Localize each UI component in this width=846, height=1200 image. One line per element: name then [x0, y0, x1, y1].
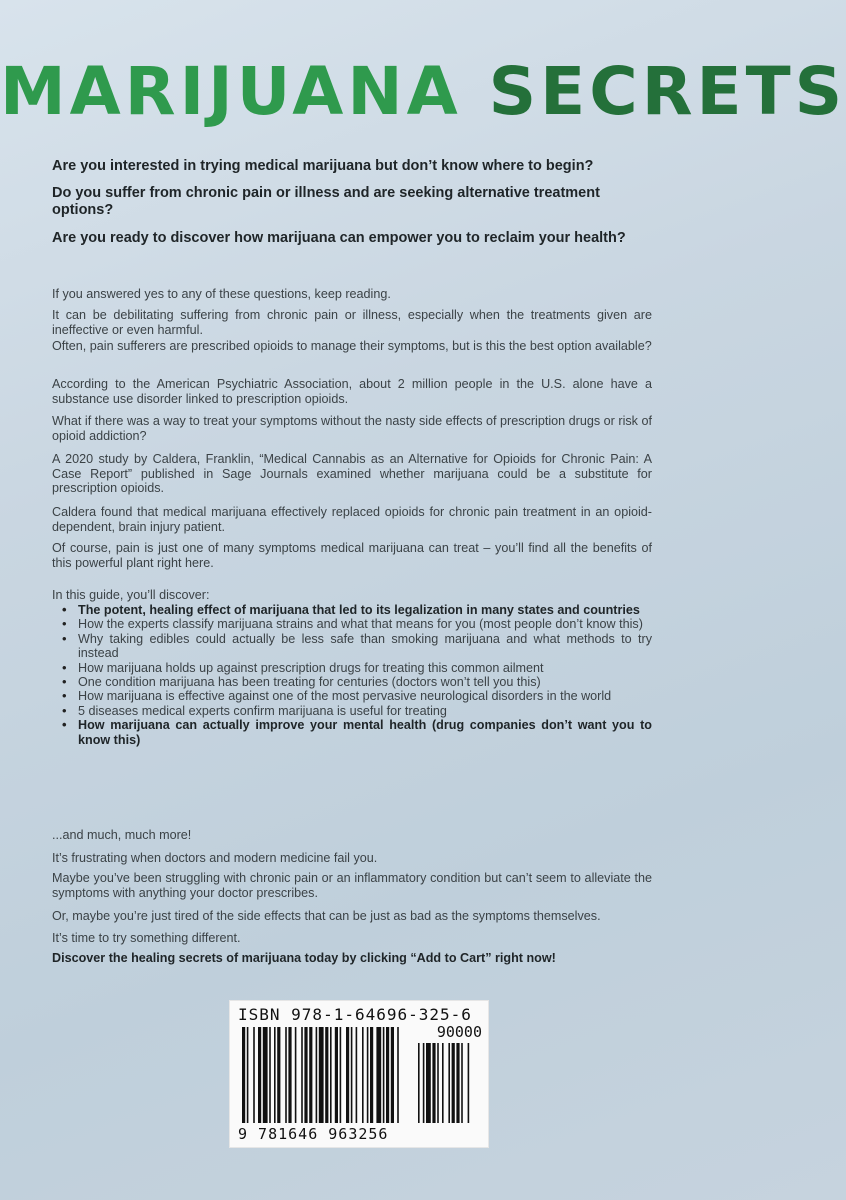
barcode-digits: 9 781646 963256 — [238, 1125, 389, 1143]
paragraph-8: Of course, pain is just one of many symptoms medical marijuana can treat – you’ll find all the benefits of this powerful plant right here. — [52, 541, 652, 570]
list-item: • How marijuana holds up against prescription drugs for treating this common ailment — [52, 661, 652, 675]
question-3: Are you ready to discover how marijuana can empower you to reclaim your health? — [52, 230, 626, 246]
guide-intro: In this guide, you’ll discover: — [52, 588, 210, 602]
call-to-action: Discover the healing secrets of marijuana today by clicking “Add to Cart” right now! — [52, 951, 556, 965]
list-item: • 5 diseases medical experts confirm marijuana is useful for treating — [52, 704, 652, 718]
list-item: • How marijuana can actually improve your mental health (drug companies don’t want you to know this) — [52, 718, 652, 747]
question-2: Do you suffer from chronic pain or illness and are seeking alternative treatment options? — [52, 185, 600, 218]
paragraph-7: Caldera found that medical marijuana effectively replaced opioids for chronic pain treatment in an opioid-dependent, brain injury patient. — [52, 505, 652, 534]
paragraph-2: It can be debilitating suffering from chronic pain or illness, especially when the treatments given are ineffective or even harmful. — [52, 308, 652, 337]
paragraph-5: What if there was a way to treat your symptoms without the nasty side effects of prescription drugs or risk of opioid addiction? — [52, 414, 652, 443]
list-item: • Why taking edibles could actually be less safe than smoking marijuana and what methods to try instead — [52, 632, 652, 661]
discover-list — [52, 603, 652, 747]
book-title — [0, 52, 846, 132]
closing-5: It’s time to try something different. — [52, 931, 241, 945]
price-code: 90000 — [436, 1023, 482, 1041]
paragraph-4: According to the American Psychiatric Association, about 2 million people in the U.S. alone have a substance use disorder linked to prescription opioids. — [52, 377, 652, 406]
isbn-label: ISBN 978-1-64696-325-6 — [238, 1005, 472, 1024]
closing-1: ...and much, much more! — [52, 828, 192, 842]
paragraph-1: If you answered yes to any of these questions, keep reading. — [52, 287, 391, 301]
title-word-secrets: SECRETS — [488, 53, 846, 130]
isbn-barcode — [229, 1000, 489, 1148]
list-item: • The potent, healing effect of marijuana that led to its legalization in many states and countries — [52, 603, 652, 617]
title-word-marijuana: MARIJUANA — [0, 53, 462, 130]
list-item: • How marijuana is effective against one of the most pervasive neurological disorders in the world — [52, 689, 652, 703]
closing-4: Or, maybe you’re just tired of the side effects that can be just as bad as the symptoms themselves. — [52, 909, 601, 923]
paragraph-3: Often, pain sufferers are prescribed opioids to manage their symptoms, but is this the best option available? — [52, 339, 652, 353]
list-item: • One condition marijuana has been treating for centuries (doctors won’t tell you this) — [52, 675, 652, 689]
paragraph-6: A 2020 study by Caldera, Franklin, “Medical Cannabis as an Alternative for Opioids for Chronic Pain: A Case Report” published in Sage Journals examined whether marijuana could be a substitute for prescription opioids. — [52, 452, 652, 495]
closing-2: It’s frustrating when doctors and modern medicine fail you. — [52, 851, 378, 865]
closing-3: Maybe you’ve been struggling with chronic pain or an inflammatory condition but can’t seem to alleviate the symptoms with anything your doctor prescribes. — [52, 871, 652, 900]
question-1: Are you interested in trying medical marijuana but don’t know where to begin? — [52, 158, 594, 174]
list-item: • How the experts classify marijuana strains and what that means for you (most people don’t know this) — [52, 617, 652, 631]
